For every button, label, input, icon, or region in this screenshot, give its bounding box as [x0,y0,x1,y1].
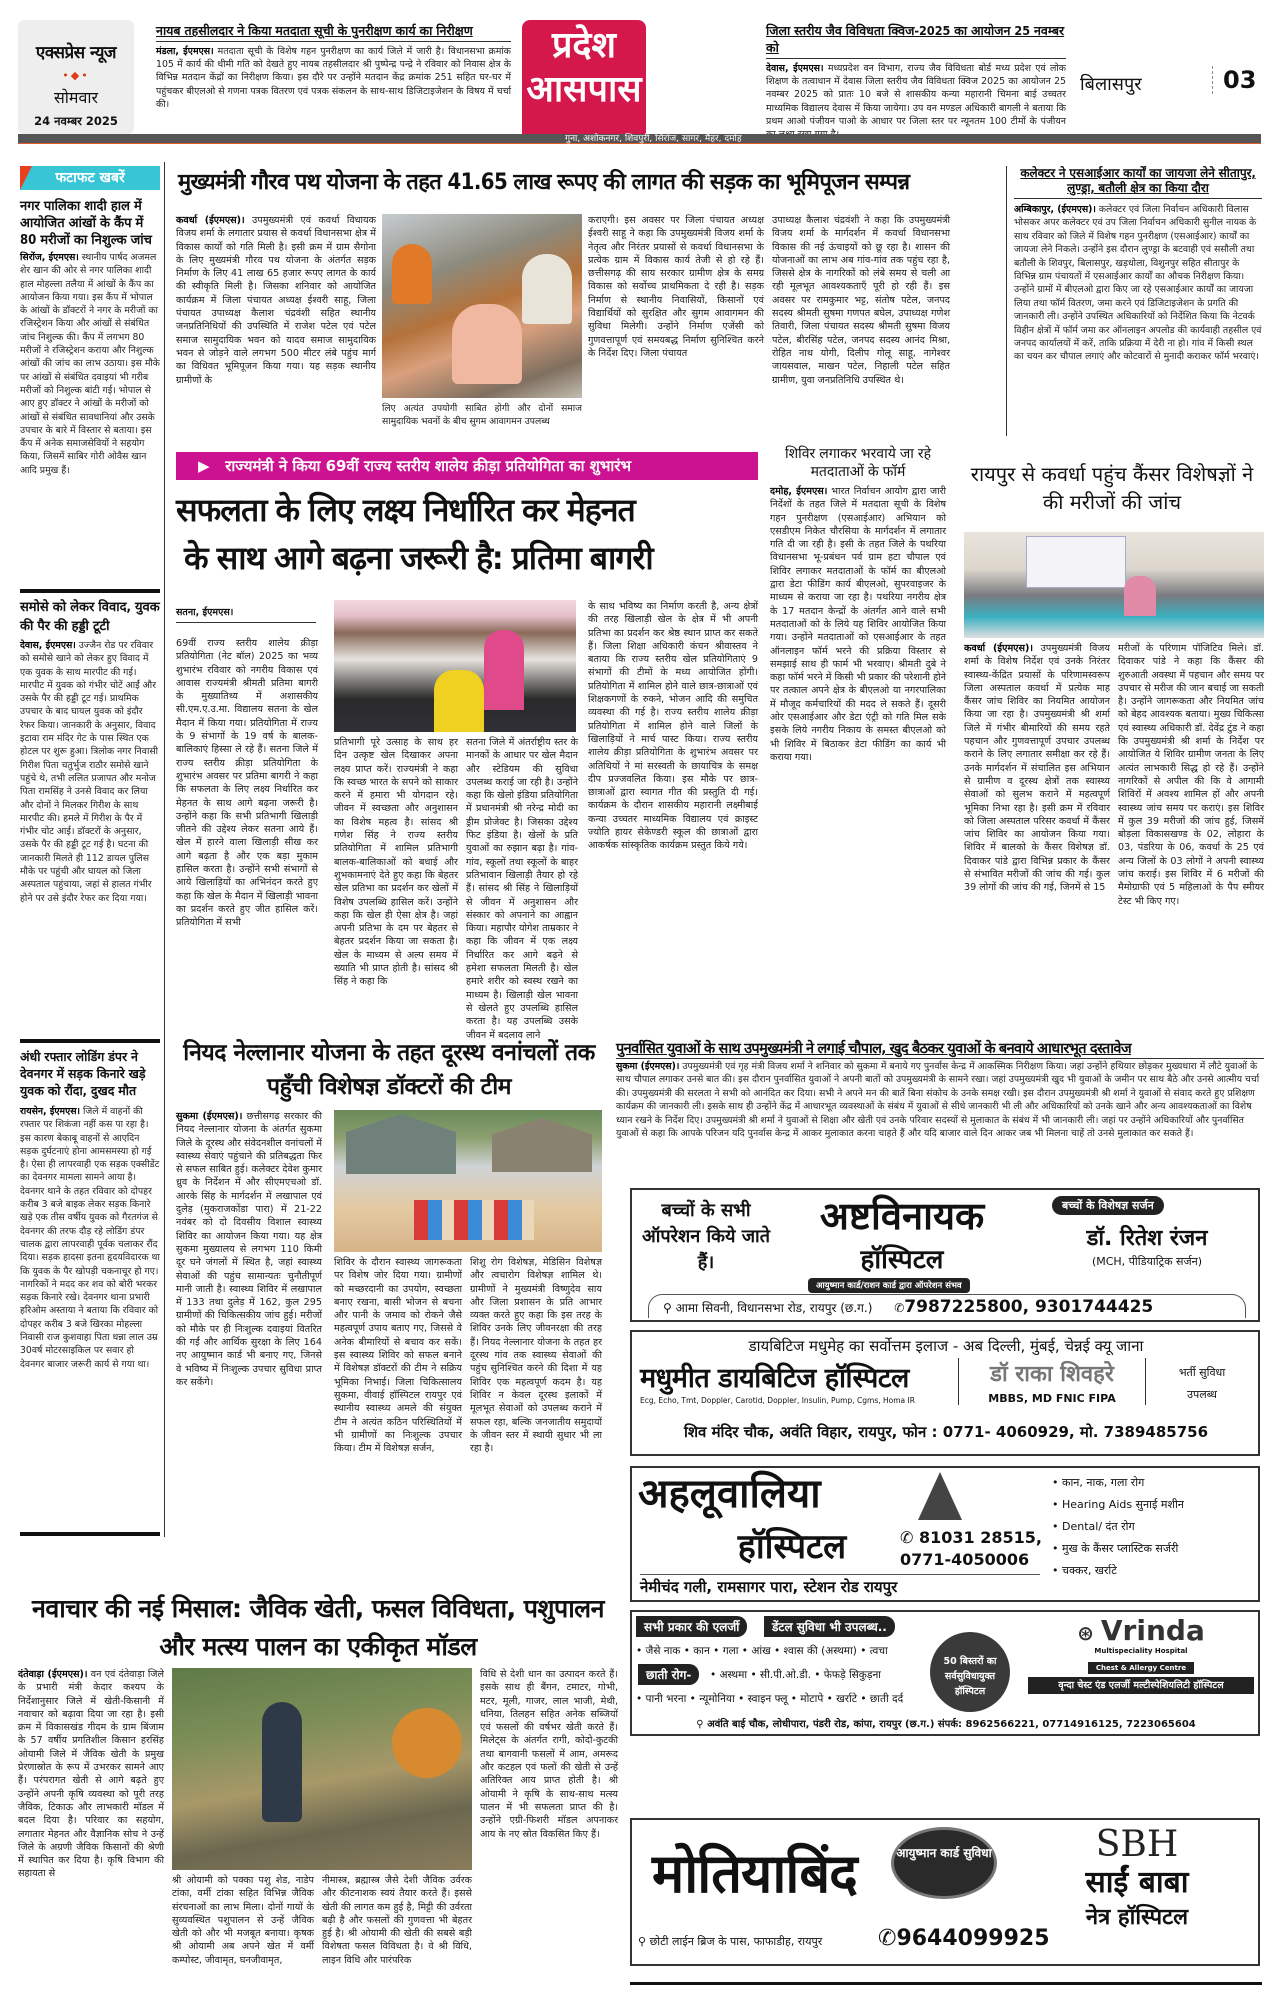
divider [20,1532,160,1536]
page-number: 03 [1212,66,1256,94]
ad-contact-row [636,1716,1256,1730]
ad-hospital-brand [1022,1824,1252,1931]
lead-col-4: उपाध्यक्ष कैलाश चंद्रवंशी ने कहा कि उपमुख्यमंत्री विजय शर्मा के मार्गदर्शन में कवर्धा विधानसभा विकास की नई ऊंचाइयों को छू रहा है। शासन की योजनाओं का लाभ अब गांव-गांव तक पहुंच रहा है, जिससे क्षेत्र के नागरिकों को लंबे समय से चली आ रही मूलभूत आवश्यकताएँ पूरी हो रही हैं। इस अवसर पर रामकुमार भट्ट, संतोष पटेल, जनपद सदस्य श्रीमती सुषमा गणपत बघेल, उपाध्यक्ष गणेश तिवारी, जिला पंचायत सदस्य श्रीमती सुषमा विजय पटेल, बीरसिंह पटेल, जनपद सदस्य आनंद मिश्रा, रोहित नाथ योगी, दिलीप गोलू साहू, नागेश्वर जायसवाल, माखन पटेल, निहाली पटेल सहित ग्रामीण, युवा जनप्रतिनिधि उपस्थित थे। [772,215,950,386]
location-pin-icon: ⚲ [638,1935,650,1948]
farming-photo [172,1668,472,1870]
marigold-figure [392,1708,462,1778]
ad-address-row [638,1934,822,1949]
ad-contact: संपर्क: 8962566221, 07714916125, 7223065604 [937,1719,1196,1730]
logo-line1: प्रदेश [551,25,617,66]
masthead [18,20,134,134]
villagers-figure [414,1200,534,1240]
ad-address: नेमीचंद गली, रामसागर पारा, स्टेशन रोड रायपुर [640,1574,1040,1597]
play-icon: ▶ [198,457,226,475]
ad-address: आमा सिवनी, विधानसभा रोड, रायपुर (छ.ग.) [675,1301,873,1315]
ad-pill: बच्चों के विशेषज्ञ सर्जन [1052,1196,1164,1215]
ad-doctor: डॉ राका शिवहरे [990,1362,1114,1387]
headline: शिविर लगाकर भरवाये जा रहे मतदाताओं के फॉर्म [784,446,932,480]
ad-vrinda[interactable] [630,1610,1260,1736]
kicker-banner [176,452,758,480]
ent-logo-icon [918,1472,962,1520]
weekday: सोमवार [53,88,99,107]
section-logo [522,20,646,134]
brand-hindi-name: वृन्दा चेस्ट एंड एलर्जी मल्टीस्पेशियलिटी हॉस्पिटल [1028,1677,1254,1694]
service-item: • Dental/ दंत रोग [1052,1520,1135,1533]
body: भारत निर्वाचन आयोग द्वारा जारी निर्देशों के तहत जिले में मतदाता सूची के विशेष गहन पुनरीक्षण (एसआईआर) अभियान को एसडीएम निकेत चौरसिया के मार्गदर्शन में लगातार गति दी जा रही है। इसी के तहत जिले के पथरिया विधानसभा भू-प्रबंधन पर्व ग्राम हटा चौपाल एवं शिविर लगाकर मतदाताओं के फॉर्म का बीएलओ द्वारा डेटा फीडिंग कार्य बीएलओ, सुपरवाइजर के माध्यम से कराया जा रहा है। पथरिया नगरीय क्षेत्र के 17 मतदान केन्द्रों के अंतर्गत आने वाले सभी मतदाताओं को के लिये यह शिविर आयोजित किया गया। उन्होंने मतदाताओं को एसआईआर के तहत ऑनलाइन फॉर्म भरने की प्रक्रिया विस्तार से समझाई साथ ही फार्म भी भरवाए। श्रीमती दुबे ने कहा फॉर्म भरने में किसी भी प्रकार की परेशानी होने पर तत्काल अपने क्षेत्र के बीएलओ या नगरपालिका में मौजूद कर्मचारियों की मदद ले सकते हैं। दूसरी ओर एसआईआर और डेटा एंट्री को गति मिल सके इसके लिये नगरीय निकाय के समस्त बीएलओ को भी शिविर में बिठाकर डेटा फीडिंग का कार्य भी कराया गया। [770,486,946,763]
phone-icon: ✆ [878,1926,897,1951]
ad-phone-1: 81031 28515, [918,1528,1042,1547]
niyad-col-1: सुकमा (ईएमएस)। छत्तीसगढ़ सरकार की नियद नेल्लानार योजना के अंतर्गत सुकमा जिले के दूरस्थ और संवेदनशील वनांचलों में स्वास्थ्य सेवाएं पहुंचाने की प्रतिबद्धता फिर से सफल साबित हुई। कलेक्टर देवेश कुमार ध्रुव के निर्देशन में और सीएमएचओ डॉ. आरके सिंह के मार्गदर्शन में लखापाल एवं दुलेड़ (मुकराजकोंडा पारा) में 21-22 नवंबर को दो दिवसीय विशाल स्वास्थ्य शिविर का आयोजन किया गया। यह क्षेत्र सुकमा मुख्यालय से लगभग 110 किमी दूर घने जंगलों में स्थित है, जहां स्वास्थ्य सेवाओं की पहुंच सामान्यतः चुनौतीपूर्ण मानी जाती है। स्वास्थ्य शिविर में लखापाल में 133 तथा दुलेड़ में 162, कुल 295 ग्रामीणों की चिकित्सकीय जांच हुई। मरीजों को मौके पर ही निःशुल्क दवाइयां वितरित की गईं और आर्थिक सुरक्षा के लिए 164 नए आयुष्मान कार्ड भी बनाए गए, जिनसे वे भविष्य में निःशुल्क उपचार सुविधा प्राप्त कर सकेंगे। [176,1111,322,1388]
ad-chest-tag: छाती रोग- [638,1664,699,1685]
headline: नगर पालिका शादी हाल में आयोजित आंखों के कैंप में 80 मरीजों का निशुल्क जांच [20,199,152,248]
niyad-col-2: शिविर के दौरान स्वास्थ्य जागरूकता पर विशेष जोर दिया गया। ग्रामीणों को मच्छरदानी का उपयोग, स्वच्छता बनाए रखना, बासी भोजन से बचना और पानी के जमाव को रोकने जैसे महत्वपूर्ण उपाय बताए गए, जिससे वे अनेक बीमारियों से बचाव कर सकें। इस स्वास्थ्य शिविर को सफल बनाने में विशेषज्ञ डॉक्टरों की टीम ने सक्रिय भूमिका निभाई। जिला चिकित्सालय सुकमा, वीवाई हॉस्पिटल रायपुर एवं स्थानीय स्वास्थ्य अमले की संयुक्त टीम ने अत्यंत कठिन परिस्थितियों में भी ग्रामीणों का निःशुल्क उपचार किया। टीम में विशेषज्ञ सर्जन, [334,1257,462,1455]
column-divider [164,162,165,1537]
ad-services [1052,1472,1257,1582]
sports-headline-line2: के साथ आगे बढ़ना जरूरी है: प्रतिमा बागरी [184,539,653,577]
dateline: रायसेन, ईएमएस। [20,1106,81,1117]
sidebar-story-3 [20,1048,160,1371]
headline: समोसे को लेकर विवाद, युवक की पैर की हड्डी टूटी [20,600,160,634]
ad-phones: 7987225800, 9301744425 [904,1297,1154,1317]
region-list: गुना, अशोकनगर, शिवपुरी, सिरोंज, सागर, मैहर, दमोह [565,134,742,144]
sports-col-2: प्रतिभागी पूरे उत्साह के साथ हर दिन उत्कृष्ट खेल दिखाकर अपना लक्ष्य प्राप्त करें। राज्यमंत्री ने कहा कि स्वच्छ भारत के सपने को साकार करने में हमारा भी योगदान रहे। जीवन में स्वच्छता और अनुशासन का विशेष महत्व है। सांसद श्री गणेश सिंह ने राज्य स्तरीय प्रतियोगिता में शामिल प्रतिभागी बालक-बालिकाओं को बधाई और शुभकामनाएं देते हुए कहा कि बेहतर खेल प्रतिभा का प्रदर्शन कर खेलों में विशेष उपलब्धि हासिल करें। उन्होंने कहा कि खेल ही ऐसा क्षेत्र है। जहां अपनी प्रतिभा के दम पर बेहतर से बेहतर प्रदर्शन किया जा सकता है। खेल के माध्यम से अल्प समय में ख्याति भी प्राप्त होती है। सांसद श्री सिंह ने कहा कि [334,737,458,988]
cancer-col-2: मरीजों के परिणाम पॉजिटिव मिले। डॉ. दिवाकर पांडे ने कहा कि कैंसर की शुरुआती अवस्था में पहचान और समय पर उपचार से मरीज की जान बचाई जा सकती है। उन्होंने जागरूकता और नियमित जांच को बेहद आवश्यक बताया। मुख्य चिकित्सा एवं स्वास्थ्य अधिकारी डॉ. देवेंद्र टुंड ने कहा कि उपमुख्यमंत्री श्री शर्मा के निर्देश पर आयोजित ये शिविर ग्रामीण जनता के लिए अत्यंत लाभकारी सिद्ध हो रहे हैं। उन्होंने नागरिकों से अपील की कि वे आगामी शिविरों में अवश्य शामिल हों और अपनी स्वास्थ्य जांच समय पर कराएं। इस शिविर में कुल 39 मरीजों की जांच हुई, जिसमें बोड़ला विकासखण्ड के 02, लोहारा के 03, पंडरिया के 06, कवर्धा के 25 एवं अन्य जिलों के 03 लोगों ने अपनी स्वास्थ्य जांच कराई। इस शिविर में 6 मरीजों की मैमोग्राफी एवं 5 महिलाओं के पैप स्मीयर टेस्ट भी किए गए। [1118,643,1264,907]
ad-card-note: आयुष्मान कार्ड/राशन कार्ड द्वारा ऑपरेशन संभव [808,1278,970,1293]
body: मध्यप्रदेश वन विभाग, राज्य जैव विविधता बोर्ड मध्य प्रदेश एवं लोक शिक्षण के तत्वाधान में देवास जिला स्तरीय जैव विविधता क्विज 2025 का आयोजन 25 नवम्बर 2025 को प्रातः 10 बजे से शासकीय कन्या महारानी चिमना बाई उच्चतर माध्यमिक विद्यालय देवास में किया जायेगा। उप वन मण्डल अधिकारी बागली ने बताया कि प्रथम आओ पंजीयन पाओ के आधार पर जिला स्तर पर न्यूनतम 100 टीमों के पंजीयन [766,63,1066,127]
minister-figure [484,630,524,710]
location-pin-icon: ⚲ [663,1301,676,1315]
service-item: • कान, नाक, गला रोग [1052,1476,1145,1489]
brand-sub: Multispeciality Hospital [1094,1647,1188,1655]
ad-contact-row [648,1294,1246,1318]
brand-name: एक्सप्रेस न्यूज [35,43,117,63]
ad-hospital-name: मधुमीत डायबिटिज हॉस्पिटल [640,1363,909,1394]
chaupal-story [616,1060,1264,1184]
top-left-story [156,22,511,111]
body: उज्जैन रोड पर रविवार को समोसे खाने को लेकर हुए विवाद में एक युवक के साथ मारपीट की गई। मारपीट में युवक को गंभीर चोटें आईं और उसके पैर की हड्डी टूट गई। प्राथमिक उपचार के बाद घायल युवक को इंदौर रेफर किया। जानकारी के अनुसार, विवाद इटावा राम मंदिर गेट के पास स्थित एक होटल पर शुरू हुआ। त्रिलोक नगर निवासी गिरीश पिता चतुर्भुज राठौर समोसे खाने पहुंचे थे, तभी ललित प्रजापत और मनोज पिता रामसिंह ने उनसे विवाद कर लिया और दोनों ने मिलकर गिरीश के साथ मारपीट की। हमले में गिरीश के पैर में गंभीर चोट आई। डॉक्टरों के अनुसार, उसके पैर की हड्डी टूट गई है। घटना की जानकारी मिलते ही 112 डायल पुलिस मौके पर पहुंची और घायल को जिला अस्पताल पहुंचाया, जहां से हालत गंभीर होने पर उसे इंदौर रेफर कर दिया गया। [20,640,159,904]
dateline: देवास, ईएमएस। [766,63,824,74]
ad-tag-dental: डेंटल सुविधा भी उपलब्ध.. [764,1616,895,1637]
admit-line1: भर्ती सुविधा [1178,1366,1226,1379]
farming-col-1: दंतेवाड़ा (ईएमएस)। वन एवं दंतेवाड़ा जिले के प्रभारी मंत्री केदार कश्यप के निर्देशानुसार जिले में खेती-किसानी में नवाचार को बढ़ावा दिया जा रहा है। इसी क्रम में विकासखंड गीदम के ग्राम बिंजाम के 57 वर्षीय प्रगतिशील किसान हरसिंह ओयामी जिले में जैविक खेती के प्रमुख प्रेरणास्रोत के रूप में उभरकर सामने आए हैं। परंपरागत खेती से आगे बढ़ते हुए उन्होंने अपनी कृषि व्यवस्था को पूरी तरह जैविक, टिकाऊ और लाभकारी मॉडल में बदल दिया है। परिवार का सहयोग, लगातार मेहनत और वैज्ञानिक सोच ने उन्हें जिले के अग्रणी जैविक किसानों की श्रेणी में स्थापित कर दिया है। कृषि विभाग की सहायता से [18,1669,164,1880]
ornament-icon: •◆• [62,69,90,82]
dateline: मंडला, ईएमएस। [156,46,214,57]
person-figure [392,244,432,304]
brand-tag: Chest & Allergy Centre [1088,1662,1194,1674]
hospital-name-1: साईं बाबा [1085,1865,1189,1900]
doctor-figure [1124,576,1156,616]
cancer-headline: रायपुर से कवर्धा पहुंच कैंसर विशेषज्ञों ने की मरीजों की जांच [970,462,1254,514]
sports-photo [334,600,576,732]
issue-date: 24 नवम्बर 2025 [34,114,118,128]
headline: नायब तहसीलदार ने किया मतदाता सूची के पुनरीक्षण कार्य का निरीक्षण [156,22,511,42]
page-bottom-rule [630,1982,1262,1985]
ad-phone: 9644099925 [896,1926,1050,1951]
body: जिले में वाहनों की रफ्तार पर शिकंजा नहीं कस पा रहा है। इस कारण बेकाबू वाहनों से आएदिन सड़क दुर्घटनाएं होना आमसमस्या हो गई है। ऐसा ही लापरवाही एक सड़क एक्सीडेंट का देवनगर मामला सामने आया है। देवनगर थाने के तहत रविवार को दोपहर करीब 3 बजे बाइक लेकर सड़क किनारे खड़े एक तीस वर्षीय युवक को गैरतगंज से देवनगर की तरफ दौड़ रहे लोडिंग डंपर चालक द्वारा लापरवाही पूर्वक चलाकर रौंद दिया। सड़क हादसा इतना हृदयविदारक था कि युवक के पैर खोपड़ी चकनाचूर हो गए। नागरिकों ने मदद कर शव को बोरी भरकर सड़क किनारे रखे। देवनगर थाना प्रभारी हरिओम अस्ताया ने बताया कि रविवार को दोपहर करीब 3 बजे खिरका मोहल्ला निवासी राज कुशवाहा पिता धन्ना लाल उम्र 30वर्ष मोटरसाइकिल पर सवार हो देवनगर बाजार जरूरी कार्य से गया था। [20,1106,160,1370]
ad-line-1: • जैसे नाक • कान • गला • आंख • श्वास की (अस्थमा) • त्वचा [636,1645,888,1657]
farming-col-3: नीमास्त्र, ब्रह्मास्त्र जैसे देशी जैविक उर्वरक और कीटनाशक स्वयं तैयार करते हैं। इससे खेती की लागत कम हुई है, मिट्टी की उर्वरता बढ़ी है और फसलों की गुणवत्ता भी बेहतर हुई है। श्री ओयामी की खेती की सबसे बड़ी विशेषता फसल विविधता है। वे श्री विधि, लाइन विधि और पारंपरिक [322,1875,472,1966]
cancer-col-1: कवर्धा (ईएमएस)। उपमुख्यमंत्री विजय शर्मा के विशेष निर्देश एवं उनके निरंतर स्वास्थ्य-केंद्रित प्रयासों के परिणामस्वरूप जिला अस्पताल कवर्धा में प्रत्येक माह कैंसर जांच शिविर का नियमित आयोजन किया जा रहा है। उपमुख्यमंत्री श्री शर्मा जिले में गंभीर बीमारियों की समय रहते पहचान और गुणवत्तापूर्ण उपचार उपलब्ध कराने के लिए लगातार समीक्षा कर रहे हैं। उनके मार्गदर्शन में संचालित इस अभियान से ग्रामीण व दूरस्थ क्षेत्रों तक स्वास्थ्य सेवाओं को सुलभ कराने में महत्वपूर्ण भूमिका निभा रहा है। इसी क्रम में रविवार को जिला अस्पताल परिसर कवर्धा में कैंसर जांच शिविर का आयोजन किया गया। शिविर में बालको के कैंसर विशेषज्ञ डॉ. दिवाकर पांडे द्वारा विभिन्न प्रकार के कैंसर से संभावित मरीजों की जांच की गई। कुल 39 लोगों की जांच की गई, जिनमें से 15 [964,643,1110,894]
sports-col-1: 69वीं राज्य स्तरीय शालेय क्रीड़ा प्रतियोगिता (नेट बॉल) 2025 का भव्य शुभारंभ रविवार को नगरीय विकास एवं आवास राज्यमंत्री श्रीमती प्रतिमा बागरी के मुख्यातिथ्य में अशासकीय सी.एम.ए.उ.मा. विद्यालय सतना के खेल मैदान में किया गया। प्रतियोगिता में राज्य के 9 संभागों के 19 वर्ष के बालक-बालिकाएं हिस्सा ले रहे हैं। सतना जिले में राज्य स्तरीय क्रीड़ा प्रतियोगिता के शुभारंभ अवसर पर प्रतिमा बागरी ने कहा कि सफलता के लिए लक्ष्य निर्धारित कर मेहनत के साथ आगे बढ़ना जरूरी है। उन्होंने कहा कि सभी प्रतिभागी खिलाड़ी जीतने की उद्देश्य लेकर सतना आये हैं। खेल में हारने वाला खिलाड़ी सीख कर आगे बढ़ता है और एक बड़ा मुकाम हासिल करता है। उन्होंने सभी संभागों से आये खिलाड़ियों का अभिनंदन करते हुए कहा कि खेल के मैदान में खिलाड़ी भावना का प्रदर्शन करते हुए जीत हासिल करें। प्रतियोगिता में सभी [176,638,318,929]
headline: जिला स्तरीय जैव विविधता क्विज-2025 का आयोजन 25 नवम्बर को [766,22,1066,59]
tent-shape [492,1118,592,1172]
collector-story [1014,166,1262,364]
ad-qualification: (MCH, पीडियाट्रिक सर्जन) [1091,1255,1203,1268]
top-right-story [766,22,1066,141]
lead-headline: मुख्यमंत्री गौरव पथ योजना के तहत 41.65 लाख रूपए की लागत की सड़क का भूमिपूजन सम्पन्न [178,170,910,195]
divider [20,1039,160,1043]
ad-left-text: बच्चों के सभी ऑपरेशन किये जाते हैं। [642,1200,770,1273]
sports-col-3: सतना जिले में अंतर्राष्ट्रीय स्तर के मानकों के आधार पर खेल मैदान और स्टेडियम की सुविधा उपलब्ध कराई जा रही है। उन्होंने कहा कि खेलो इंडिया प्रतियोगिता में प्रधानमंत्री श्री नरेन्द्र मोदी का ड्रीम प्रोजेक्ट है। जिसका उद्देश्य फिट इंडिया है। खेलों के प्रति युवाओं का रुझान बढ़ा है। गांव-गांव, स्कूलों तथा स्कूलों के बाहर प्रतिभावान खिलाड़ी तैयार हो रहे हैं। सांसद श्री सिंह ने खिलाड़ियों से जीवन में अनुशासन और संस्कार को अपनाने का आह्वान किया। महापौर योगेश ताम्रकार ने कहा कि जीवन में एक लक्ष्य निर्धारित कर आगे बढ़ने से हमेशा सफलता मिलती है। खेल हमारे शरीर को स्वस्थ रखने का माध्यम है। खिलाड़ी खेल भावना से खेलते हुए उपलब्धि हासिल करता है। यह उपलब्धि उसके जीवन में बदलाव लाने [466,737,578,1041]
dateline: सतना, ईएमएस। [176,605,316,623]
dateline: दमोह, ईएमएस। [770,486,828,497]
column-divider [1006,166,1007,436]
ad-title: मोतियाबिंद [652,1842,857,1905]
ad-address: शिव मंदिर चौक, अवंति विहार, रायपुर, फोन : 0771- 4060929, मो. 7389485756 [683,1423,1209,1441]
sbh-logo: SBH [1095,1824,1179,1865]
sidebar-story-1 [20,198,160,477]
niyad-col-3: शिशु रोग विशेषज्ञ, मेडिसिन विशेषज्ञ और त्वचारोग विशेषज्ञ शामिल थे। ग्रामीणों ने मुख्यमंत्री विष्णुदेव साय और जिला प्रशासन के प्रति आभार व्यक्त करते हुए कहा कि इस तरह के शिविर उनके लिए जीवनरक्षा की तरह हैं। नियद नेल्लानार योजना के तहत हर दूरस्थ गांव तक स्वास्थ्य सेवाओं की पहुंच सुनिश्चित करने की दिशा में यह शिविर एक महत्वपूर्ण कदम है। यह शिविर न केवल दूरस्थ इलाकों में मूलभूत सेवाओं को उपलब्ध कराने में सफल रहा, बल्कि जनजातीय समुदायों के जीवन स्तर में स्थायी सुधार भी ला रहा है। [470,1257,602,1455]
person-figure [522,254,572,324]
niyad-headline: नियद नेल्लानार योजना के तहत दूरस्थ वनांचलों तक पहुँची विशेषज्ञ डॉक्टरों की टीम [183,1040,595,1100]
ad-address: अवंति बाई चौक, लोधीपारा, पंडरी रोड, कांपा, रायपुर (छ.ग.) [707,1719,935,1730]
ad-hospital-name: अष्टविनायक [819,1194,985,1238]
ad-admission [1152,1362,1252,1406]
ad-phone-2: 0771-4050006 [900,1550,1030,1569]
ad-brand [1028,1614,1254,1694]
lead-col-3: कराएगी। इस अवसर पर जिला पंचायत अध्यक्ष ईश्वरी साहू ने कहा कि उपमुख्यमंत्री विजय शर्मा के नेतृत्व और निरंतर प्रयासों से कवर्धा विधानसभा के प्रत्येक ग्राम में विकास कार्य तेजी से हो रहे हैं। छत्तीसगढ़ की साय सरकार ग्रामीण क्षेत्र के समग्र विकास को सर्वोच्च प्राथमिकता दे रही है। सड़क निर्माण से स्थानीय निवासियों, किसानों एवं विद्यार्थियों को सुरक्षित और सुगम आवागमन की सुविधा मिलेगी। उन्होंने निर्माण एजेंसी को गुणवत्तापूर्ण एवं समयबद्ध निर्माण सुनिश्चित करने के निर्देश दिए। जिला पंचायत [588,215,764,359]
ad-sai-baba[interactable] [630,1818,1260,1966]
brand-name: ⊛ Vrinda [1077,1614,1205,1647]
ad-ashtavinayak[interactable] [630,1188,1260,1322]
lead-photo [382,214,582,398]
kicker-text: राज्यमंत्री ने किया 69वीं राज्य स्तरीय शालेय क्रीड़ा प्रतियोगिता का शुभारंभ [225,457,631,475]
divider [20,589,160,593]
ad-hospital-sub: हॉस्पिटल [860,1245,944,1275]
phone-icon: ✆ 81031 28515, [900,1528,1042,1547]
body: कलेक्टर एवं जिला निर्वाचन अधिकारी विलास भोसकर अपर कलेक्टर एवं उप जिला निर्वाचन अधिकारी सुनील नायक के साथ रविवार को जिले में विशेष गहन पुनरीक्षण (एसआईआर) कार्यों का जायजा लेने निकले। उन्होंने इस दौरान लुण्ड्रा के बटवाही एवं ससौली तथा बतौली के शिवपुर, बिलासपुर, खड़धोला, विशुनपुर सहित सीतापुर के विभिन्न ग्राम पंचायतों में एसआईआर कार्यों का औचक निरीक्षण किया। उन्होंने ग्रामों में बीएलओ द्वारा किए जा रहे एसआईआर कार्यों का जायजा लिया तथा फॉर्म वितरण, जमा करने एवं डिजिटाइजेशन के प्रगति की जानकारी ली। उन्होंने उपस्थित अधिकारियों को निर्देशित किया कि नेटवर्क विहीन क्षेत्रों में फॉर्म जमा कर ऑनलाइन अपलोड की कार्यवाही तहसील एवं जनपद कार्यालयों में करें, ताकि प्रक्रिया में देरी ना हो। गांव में किसी स्थल का चयन कर चौपाल लगाएं और कोटवारों से मुनादी कराकर फॉर्म भरवाएं। [1014,204,1262,363]
edition-city: बिलासपुर [1080,74,1142,95]
sports-col-4: के साथ भविष्य का निर्माण करती है, अन्य क्षेत्रों की तरह खिलाड़ी खेल के क्षेत्र में भी अपनी प्रतिभा का प्रदर्शन कर श्रेष्ठ स्थान प्राप्त कर सकते हैं। जिला शिक्षा अधिकारी कंचन श्रीवास्तव ने बताया कि राज्य स्तरीय खेल प्रतियोगिताएं 9 संभागों की टीमों के मध्य आयोजित होंगी। प्रतियोगिता में शामिल होने वाले छात्र-छात्राओं एवं शिक्षकगणों के रुकने, भोजन आदि की समुचित व्यवस्था की गई है। राज्य स्तरीय शालेय क्रीड़ा प्रतियोगिता में शामिल होने वाले जिलों के खिलाड़ियों ने मार्च पास्ट किया। राज्य स्तरीय शालेय क्रीड़ा प्रतियोगिता के शुभारंभ अवसर पर अतिथियों ने मां सरस्वती के छायाचित्र के समक्ष दीप प्रज्जवलित किया। इस मौके पर छात्र-छात्राओं द्वारा स्वागत गीत की प्रस्तुति दी गई। कार्यक्रम के दौरान शासकीय महारानी लक्ष्मीबाई कन्या उच्चतर माध्यमिक विद्यालय एवं क्राइस्ट ज्योति हायर सेकेण्डरी स्कूल की छात्राओं द्वारा आकर्षक सांस्कृतिक कार्यक्रम प्रस्तुत किये गये। [588,601,758,852]
service-item: • चक्कर, खर्राटे [1052,1564,1117,1577]
sidebar-story-2 [20,598,160,905]
dateline: सुकमा (ईएमएस)। [176,1111,243,1122]
ad-services: Ecg, Echo, Tmt, Doppler, Carotid, Doppler, Insulin, Pump, Cgms, Homa IR [640,1396,915,1405]
lead-col-1: कवर्धा (ईएमएस)। उपमुख्यमंत्री एवं कवर्धा विधायक विजय शर्मा के लगातार प्रयास से कवर्धा विधानसभा क्षेत्र में विकास कार्यों को गति मिली है। इसी क्रम में ग्राम सैगोना के लिए मुख्यमंत्री गौरव पथ योजना के अंतर्गत सड़क निर्माण के लिए 41 लाख 65 हजार रूपए लागत के कार्य की स्वीकृति मिली है। जिसका शनिवार को आयोजित कार्यक्रम में जिला पंचायत अध्यक्ष ईश्वरी साहू, जिला पंचायत उपाध्यक्ष कैलाश चंद्रवंशी सहित स्थानीय जनप्रतिनिधियों की उपस्थिति में राजेश पटेल एवं पटेल समाज सामुदायिक भवन को यादव समाज सामुदायिक भवन से जोड़ने वाले लगभग 500 मीटर लंबे पहुंच मार्ग का विधिवत भूमिपूजन किया गया। यह सड़क स्थानीय ग्रामीणों के [176,215,376,386]
ad-badge-ayushman: आयुष्मान कार्ड सुविधा [894,1830,994,1896]
farming-col-4: विधि से देशी धान का उत्पादन करते हैं। इसके साथ ही बैंगन, टमाटर, गोभी, मटर, मूली, गाजर, लाल भाजी, मेथी, धनिया, तिलहन सहित अनेक सब्जियों एवं फसलों की वर्षभर खेती करते हैं। मिलेट्स के अंतर्गत रागी, कोदो-कुटकी तथा बागवानी फसलों में आम, अमरूद और कटहल एवं फलों की खेती से उन्हें अतिरिक्त आय प्राप्त होती है। श्री ओयामी ने कृषि के साथ-साथ मत्स्य पालन में भी सफलता प्राप्त की है। उन्होंने एग्री-फिशरी मॉडल अपनाकर आय के नए स्रोत विकसित किए हैं। [480,1669,618,1840]
ad-madhumeet[interactable] [630,1330,1260,1456]
ad-tag-allergy: सभी प्रकार की एलर्जी [636,1616,747,1637]
athlete-figure [434,670,484,732]
dateline: दंतेवाड़ा (ईएमएस)। [18,1669,88,1680]
headline: कलेक्टर ने एसआईआर कार्यों का जायजा लेने सीतापुर, लुण्ड्रा, बतौली क्षेत्र का किया दौरा [1014,166,1262,199]
tent-shape [346,1114,456,1174]
body: मतदाता सूची के विशेष गहन पुनरीक्षण का कार्य जिले में जारी है। विधानसभा क्रमांक 105 में कार्य की धीमी गति को देखते हुए नायब तहसीलदार श्री पुष्पेन्द्र पन्द्रे ने रविवार को निवास क्षेत्र के विभिन्न मतदान केंद्रों का निरीक्षण किया। इस दौरे पर उन्होंने मतदान केंद्र क्रमांक 251 सहित घर-घर में पहुंचकर बीएलओ से गणना पत्रक वितरण एवं पत्रक संकलन के साथ-साथ डिजिटाइजेशन के विषय में चर्चा की। [156,46,511,110]
dateline: सुकमा (ईएमएस)। [616,1061,680,1072]
niyad-photo [334,1110,602,1252]
sports-headline-line1: सफलता के लिए लक्ष्य निर्धारित कर मेहनत [176,491,635,529]
hospital-name-2: नेत्र हॉस्पिटल [1085,1905,1189,1930]
ad-line-2: • अस्थमा • सी.पी.ओ.डी. • फेफड़े सिकुड़ना [710,1669,881,1681]
dateline: कवर्धा (ईएमएस)। [964,643,1033,654]
person-figure [452,304,522,384]
dateline: सिरोंज, ईएमएस। [20,252,79,263]
service-item: • Hearing Aids सुनाई मशीन [1052,1498,1184,1511]
dateline: कवर्धा (ईएमएस)। [176,215,245,226]
ad-doctor: डॉ. रितेश रंजन [1086,1226,1208,1251]
body: उपमुख्यमंत्री एवं गृह मंत्री विजय शर्मा ने शनिवार को सुकमा में बनाये गए पुनर्वास केन्द्र में आकस्मिक निरीक्षण किया। जहां उन्होंने हथियार छोड़कर मुख्यधारा में लौटे युवाओं के साथ चौपाल लगाकर उनसे बात की। इस दौरान पुनर्वासित युवाओं ने अपनी बातों को उपमुख्यमंत्री के सामने रखा। जहां उपमुख्यमंत्री खुद भी युवाओं के जमीन पर साथ बैठे और उनसे आत्मीय चर्चा की। उपमुख्यमंत्री की सरलता ने सभी को आनंदित कर दिया। सभी ने अपने मन की बातें बिना संकोच के उनके समक्ष रखी। इस दौरान उपमुख्यमंत्री श्री शर्मा ने युवाओं से संवाद करते हुए प्रशिक्षण कार्यक्रम की जानकारी ली। इसके साथ ही उन्होंने केंद्र में आधारभूत व्यवस्थाओं के संबंध में युवाओं से सीधे जानकारी भी ली और अधिकारियों को उनके खाने और अन्य आवश्यकताओं का विशेष ध्यान रखने के निर्देश दिए। उपमुख्यमंत्री श्री शर्मा ने युवाओं से शिक्षा और खेती एवं उनके परिवार सदस्यों से मुलाकात के संबंध में भी जानकारी ली। जहां पर उन्होंने अधिकारियों और पुनर्वासित युवाओं से कहा कि आपके परिजन यदि पुनर्वास केन्द्र में आकर मुलाकात करना चाहते हैं और यदि बाजार वाले दिन आकर जब भी मिलना चाहें तो उनसे मुलाकात कर सकते हैं। [616,1061,1260,1140]
section-tag: फटाफट खबरें [20,166,160,190]
farming-headline: नवाचार की नई मिसाल: जैविक खेती, फसल विविधता, पशुपालन और मत्स्य पालन का एकीकृत मॉडल [32,1594,604,1661]
farmer-figure [262,1702,302,1822]
ad-doctor-box [958,1358,1146,1405]
ad-hospital-sub: हॉस्पिटल [737,1527,847,1567]
chaupal-headline: पुनर्वासित युवाओं के साथ उपमुख्यमंत्री ने लगाई चौपाल, खुद बैठकर युवाओं के बनवाये आधारभूत दस्तावेज [616,1038,1264,1059]
farming-col-2: श्री ओयामी को पक्का पशु शेड, नाडेप टांका, वर्मी टांका सहित विभिन्न जैविक संरचनाओं का लाभ मिला। दोनों गायों के सुव्यवस्थित पशुपालन से उन्हें जैविक खेती को और भी मजबूत बनाया। कृषक श्री ओयामी अब अपने खेत में वर्मी कम्पोस्ट, जीवामृत, घनजीवामृत, [172,1875,314,1966]
phone-icon: ✆ [894,1301,905,1315]
ad-address: छोटी लाईन ब्रिज के पास, फाफाडीह, रायपुर [649,1935,823,1948]
ad-line-3: • पानी भरना • न्यूमोनिया • स्वाइन फ्लू • मोटापे • खर्राटे • छाती दर्द [636,1693,904,1705]
ad-hospital-name: अहलूवालिया [638,1471,821,1517]
ad-badge-beds: 50 बिस्तरों का सर्वसुविधायुक्त हॉस्पिटल [930,1632,1010,1712]
headline: अंधी रफ्तार लोडिंग डंपर ने देवनगर में सड़क किनारे खड़े युवक को रौंदा, दुखद मौत [20,1049,146,1098]
body: स्थानीय पार्षद अजमल शेर खान की ओर से नगर पालिका शादी हाल मोहल्ला तलैया में आंखों के कैंप का आयोजन किया गया। इस कैंप में भोपाल के आंखों के डॉक्टरों ने नगर के मरीजों का रजिस्ट्रेशन किया और आंखों से संबंधित जांच निशुल्क की। कैंप में लगभग 80 मरीजों ने रजिस्ट्रेशन कराया और निशुल्क आंखों की जांच का लाभ उठाया। इस मौके पर आंखों से संबंधित दवाइयां भी गरीब मरीजों को निशुल्क बांटी गई। भोपाल से आए हुए डॉक्टर ने आंखों के मरीजों को आंखों से संबंधित सावधानियां और उसके उपचार के बारे में विस्तार से बताया। इस कैंप में अनेक समाजसेवियों ने सहयोग किया, जिसमें साबिर गोरी ओवैस खान आदि प्रमुख हैं। [20,252,160,476]
voter-story [770,445,946,991]
lead-col-2: लिए अत्यंत उपयोगी साबित होगी और दोनों समाज सामुदायिक भवनों के बीच सुगम आवागमन उपलब्ध [382,403,582,428]
admit-line2: उपलब्ध [1187,1388,1217,1401]
ad-tagline: डायबिटिज मधुमेह का सर्वोत्तम इलाज - अब दिल्ली, मुंबई, चेन्नई क्यू जाना [748,1337,1144,1355]
location-pin-icon: ⚲ [696,1719,708,1730]
dateline: देवास, ईएमएस। [20,640,76,651]
ad-qualification: MBBS, MD FNIC FIPA [988,1392,1116,1405]
banner-figure [1026,536,1126,588]
logo-line2: आसपास [526,69,642,110]
dateline: अम्बिकापुर, (ईएमएस)। [1014,204,1096,215]
cancer-photo [964,532,1264,638]
ad-ahluwalia[interactable] [630,1466,1260,1602]
service-item: • मुख के कैंसर प्लास्टिक सर्जरी [1052,1542,1179,1555]
lungs-icon: ⊛ [1077,1621,1101,1645]
